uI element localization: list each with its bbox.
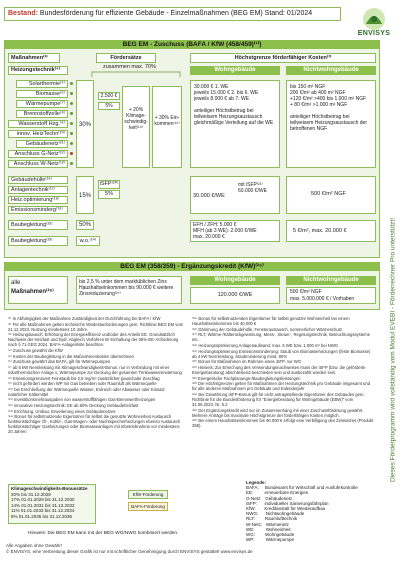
header-title: Bundesförderung für effiziente Gebäude - Einzelmaßnahmen (BEG EM) Stand: 01/2024 (39, 10, 313, 17)
kredit-text: bis 2,5 % unter dem marktüblichen Zins Haushaltseinkommen bis 90.000 € weitere Zinsreduzierung⁽²⁷⁾ (76, 276, 182, 304)
note-14: ⁽¹⁴⁾ Bonus für selbstnutzende Eigentümer für selbst die genutzte Wohneinheit Austausch funktionstüchtiger Öl-, Kohle-, Gas-Etagen- oder Nachtspeicherheizungen ebenso Austausch funktionstüchtiger Gasheizungen oder Biomasseanlagen mit Inbetriebnahme vor mindestens 20 Jahren (8, 414, 181, 435)
item-anschluss-w-netz: Anschluss W-Netz⁽¹³⁾ (8, 160, 68, 168)
footer-line2: © ENVISYS, eine Verbreitung dieser Grafik ist nur mit schriftlicher Genehmigung durch ENVISYS gestattet! www.envisys.de (6, 549, 253, 554)
legend-row: iSFP: individueller Sanierungsfahrplan (246, 500, 329, 506)
dot-innov (70, 132, 73, 135)
dot-waermepumpe (70, 102, 73, 105)
heizung-wohn-text: 30.000 € 1. WE jeweils 15.000 € 2. bis 6. WE jeweils 8.000 € ab 7. WE anteiliger Höchstbetrag bei teilweisem Heizungsaustausch gleichmäßige Verteilung auf die WE (190, 80, 280, 168)
huelle-wohn: 30.000 €/WE (190, 176, 280, 214)
item-innov-heiztechnik: innov. HeizTechn⁽¹⁰⁾ (8, 130, 68, 138)
note-17: ⁽¹⁷⁾ RLT, Wärme-/Kälterückgewinnung, Mess-, Steuer-, Regelungstechnik, Beleuchtungssysteme etc. (192, 332, 371, 343)
foerdersaetze-header: Fördersätze (96, 53, 156, 63)
bonus-row: 17% 01.01.2029 bis 31.12.2030 (11, 497, 75, 502)
baubegleitung-label: Baubegleitung⁽²²⁾ (8, 220, 68, 230)
legend-row: G-Netz: Gebäudenetz (246, 495, 293, 501)
note-13: ⁽¹³⁾ Errichtung, Umbau, Erweiterung eines Gebäudenetzes (8, 408, 116, 414)
dot-brennstoffzelle (70, 112, 73, 115)
bonus-row: 8% 01.01.2035 bis 31.12.2036 (11, 513, 73, 519)
bb-50pct: 50% (76, 220, 94, 230)
pct-30-heizung: 30% (76, 80, 94, 168)
note-6: ⁽⁶⁾ Zuschuss gewährt das BAFA, gilt für Wärmepumpen (8, 359, 111, 365)
item-brennstoffzelle: Brennstoffzelle⁽⁸⁾ (16, 110, 68, 118)
legend-row: WP: Wärmepumpe (246, 537, 295, 543)
item-anschluss-g-netz: Anschluss G-Netz⁽¹²⁾ (8, 150, 68, 158)
note-3: ⁽³⁾ Heizungstausch: Erhöhung der Energieeffizienz und/oder des Anteils EE. Grundsätzlich Nachweis der Heizlast und hydr. Abgleich Verfahren B! Einhaltung der 65%-EE-Anforderung nach § 71 GEG 2024. BAFA-Anlagenliste beachten. (8, 332, 179, 348)
alle-massnahmen-box (8, 276, 68, 304)
heizung-nicht-text: bis 150 m² NGF 200 €/m² ab 400 m² NGF +120 €/m² >400 bis 1.000 m² NGF + 80 €/m² >1.000 m² NGF anteiliger Höchstbetrag bei teilweisem Heizungsaustausch der betroffenen NGF (286, 80, 376, 168)
note-19: ⁽¹⁹⁾ Heizungsoptimierung Emissionsminderung: Staub von Biomasseheizungen (feste Biomasse) ab 4 kW Nennleistung, Staubminderung mind. 80% (192, 348, 371, 359)
bonus-2500: 2.500 € (98, 92, 120, 100)
nicht-val-2: 500 €/m² NGF max. 5.000.000 € / Vorhaben (286, 287, 376, 304)
note-1: ⁽¹⁾ In Abhängigkeit der Maßnahme Zuständigkeit der Durchführung bei BAFA / KfW (8, 316, 161, 321)
bonus-row: 14% 01.01.2031 bis 31.12.2032 (11, 502, 75, 508)
legend (246, 480, 378, 542)
item-wasserstoff: Wasserstoff Hzg.⁽⁹⁾ (8, 120, 68, 128)
footer (6, 543, 376, 555)
dot-w-netz (70, 162, 73, 165)
note-5: ⁽⁵⁾ Kosten der Baubegleitung in die Maßnahmenkosten übernehmen (8, 353, 135, 359)
item-waermepumpe: Wärmepumpe⁽⁷⁾ (16, 100, 68, 108)
wohn-val-2: 120.000 €/WE (190, 287, 280, 304)
massnahmen2-label: Maßnahmen⁽²⁶⁾ (11, 289, 54, 295)
nicht-head-2: Nichtwohngebäude (286, 276, 376, 285)
legend-key-bafa: BAFA-Förderung (128, 502, 168, 511)
einkommen-bonus: + 30% Ein-kommen⁽¹⁵⁾ (152, 86, 182, 168)
klima-bonus-table (8, 484, 96, 524)
item-heizoptimierung: Heiz.optimierung⁽¹⁸⁾ (8, 196, 68, 204)
hinweis-text: Hinweis: Die BEG EM kann mit der BEG WG/NWG kombiniert werden. (28, 531, 179, 536)
dot-g-netz (70, 152, 73, 155)
legend-row: WG: Wohngebäude (246, 532, 295, 538)
hoechstgrenze-header: Höchstgrenze förderfähiger Kosten⁽³⁾ (190, 53, 376, 63)
baubegleitung2-label: Baubegleitung⁽²³⁾ (8, 236, 68, 246)
note-25: ⁽²⁵⁾ Der Ergänzungskredit wird nur im Zusammenhang mit einer Zuschussförderung gewährt. Mehrere Anträge bis maximale Höchstgrenze der förderfähigen Kosten möglich. (192, 407, 364, 418)
bb2-val: w.o.⁽²⁴⁾ (76, 236, 100, 246)
side-text-container (386, 165, 400, 535)
header-bar (4, 7, 341, 21)
isfp-5pct: 5% (98, 190, 120, 199)
wohn-head-2: Wohngebäude (190, 276, 280, 285)
note-22: ⁽²²⁾ Energetische Fachplanungs-/Baubegleitungsleistungen (192, 375, 301, 381)
wohngebaeude-header: Wohngebäude (190, 66, 280, 75)
item-emissionsminderung: Emissionsminderg⁽¹⁹⁾ (8, 206, 68, 214)
note-20: ⁽²⁰⁾ Bonus für Maßnahmen im Rahmen eines iSFP, nur WG (192, 359, 302, 365)
item-gebaeudenetz: Gebäudenetz⁽¹¹⁾ (16, 140, 68, 148)
section1-title: BEG EM - Zuschuss (BAFA / KfW (458/459)⁽¹⁾) (4, 40, 380, 49)
legend-row: KfW: Kreditanstalt für Wiederaufbau (246, 506, 326, 512)
item-anlagentechnik: Anlagentechnik⁽¹⁷⁾ (8, 186, 68, 194)
bonus-5pct: 5% (98, 102, 120, 110)
note-23: ⁽²³⁾ Die Höchstgrenzen gelten für Maßnahmen der Heizungstechnik pro Gebäude insgesamt und für alle anderen Maßnahmen pro Gebäude und Kalenderjahr (192, 381, 371, 392)
note-16: ⁽¹⁶⁾ Dämmung der Gebäudehülle, Fensteraustausch, sommerlicher Wärmeschutz (192, 326, 342, 332)
bb-nicht: 5 €/m², max. 20.000 € (286, 220, 376, 242)
note-26: ⁽²⁶⁾ Bei einem Haushaltseinkommen bis 90.000 € erfolgt eine Verbilligung des Zinssatzes (Produkt 358). (192, 418, 374, 429)
huelle-wohn-isfp: mit iSFP⁽²¹⁾ 60.000 €/WE (238, 182, 267, 194)
bb-wohn: EFH / ZFH: 5.000 € MFH (ab 3 WE): 2.000 €/WE max. 20.000 € (190, 220, 280, 242)
klima-bonus: + 20% Klimage-schwindig-keit⁽¹⁴⁾ (122, 86, 150, 168)
section2-title: BEG EM (358/359) - Ergänzungskredit (KfW)⁽²⁵⁾ (4, 262, 380, 271)
note-7: ⁽⁷⁾ ab 5 kW Nennleistung mit Klimageschwindigkeits-Bonus: nur in Verbindung mit einer solarthermischen Anlage o. Wärmepumpe zur Deckung der gesamten Trinkwassererwärmung (8, 364, 182, 375)
alle-label: alle (11, 280, 21, 286)
legend-row: RLT: Raumlufttechnik (246, 516, 298, 522)
massnahmen-header: Maßnahmen⁽²⁾ (8, 53, 60, 63)
note-4: ⁽⁴⁾ Zuschuss gewährt die KfW (8, 348, 63, 354)
heizungstechnik-label: Heizungstechnik⁽⁴⁾ (8, 66, 68, 75)
note-11: ⁽¹¹⁾ Investitionsmehrausgaben von wasserstofffähigen Gas-Brennwertheizungen (8, 397, 156, 403)
note-18: ⁽¹⁸⁾ Heizungsoptimierung Anlagenaufwand: max. 5 WE bzw. 1.000 m² bei NWG (192, 342, 339, 348)
item-biomasse: Biomasse⁽⁶⁾ (16, 90, 68, 98)
item-gebaeudehuelle: Gebäudehülle⁽¹⁶⁾ (8, 176, 68, 184)
side-text: Dieses Förderprogramm wird vollständig vom Modul EVEBI - Förderrechner Pro unterstützt! (389, 217, 397, 483)
header-prefix: Bestand: (8, 10, 38, 17)
dot-solarthermie (70, 82, 73, 85)
note-9: ⁽⁹⁾ nicht gefördert werden WP mit Gas betrieben oder Raumluft als Wärmequelle (8, 381, 157, 387)
note-8: ⁽⁸⁾ Emissionsgrenzwert Feinstaub bis 2,5 mg/m³ zusätzlicher pauschaler Zuschlag (8, 375, 160, 381)
dot-biomasse (70, 92, 73, 95)
legend-row: WE: Wohneinheit (246, 526, 291, 532)
pct-15: 15% (76, 176, 94, 214)
notes-left (8, 316, 184, 435)
nichtwohngebaeude-header: Nichtwohngebäude (286, 66, 376, 75)
zusammen-label: zusammen max. 70% (103, 64, 156, 70)
notes-right (192, 316, 376, 429)
note-15: ⁽¹⁵⁾ Bonus für selbstnutzenden Eigentümer für selbst genutzte Wohneinheit bei einem Haushaltseinkommen bis 40.000 € (192, 316, 350, 327)
legend-row: BAFA: Bundesamt für Wirtschaft und Ausfuhrkontrolle (246, 485, 358, 491)
legend-title: Legende: (246, 480, 267, 485)
legend-row: NWG: Nichtwohngebäude (246, 511, 305, 517)
dot-gebaeudenetz (70, 142, 73, 145)
legend-row: W-Netz: Wärmenetz (246, 521, 289, 527)
huelle-nicht: 500 €/m² NGF (286, 176, 376, 214)
logo-name: ENVISYS (357, 30, 391, 37)
dot-wasserstoff (70, 122, 73, 125)
footer-line1: Alle Angaben ohne Gewähr! (6, 543, 63, 548)
note-2: ⁽²⁾ Für alle Maßnahmen gelten technische Mindestanforderungen gem. Richtlinie BEG EM vom 21.12.2023. Nutzung mindestens 10 Jahre. (8, 321, 184, 332)
bonus-row: 20% bis 31.12.2028 (11, 491, 51, 497)
note-24: ⁽²⁴⁾ Bei Gewährung iSFP-Bonus gilt für nicht antragstellende Eigentümer des Gebäudes gem. Richtlinie für die Bundesförderung für "Energieberatung für Wohngebäude (EBW)" vom 31.05.2023, Nr. 5.2 (192, 391, 365, 407)
bonus-row: 11% 01.01.2033 bis 31.12.2034 (11, 508, 75, 513)
item-solarthermie: Solarthermie⁽⁵⁾ (16, 80, 68, 88)
note-10: ⁽¹⁰⁾ bei Erschließung der Wärmequelle Wasser, Erdreich oder Abwasser oder Einsatz natürlicher Kältemittel (8, 386, 165, 397)
bracket-line (90, 70, 182, 78)
note-12: ⁽¹²⁾ innovative Heizungstechnik: EE ab 80% Deckung Gebäudeheizlast (8, 403, 139, 408)
bonus-title: Klimageschwindigkeits-Bonussätze (11, 486, 88, 491)
note-21: ⁽²¹⁾ Hinweis: Zur Erreichung des Verwendungsnachweises muss der iSFP (bzw. die geförderte Energieberatung) abschließend beschieden sein und ausbezahlt worden sein. (192, 364, 366, 375)
legend-key-kfw: KfW-Förderung (128, 490, 168, 499)
isfp-label: iSFP⁽²⁰⁾ (99, 181, 119, 187)
legend-row: EE: erneuerbare Energien (246, 490, 309, 496)
